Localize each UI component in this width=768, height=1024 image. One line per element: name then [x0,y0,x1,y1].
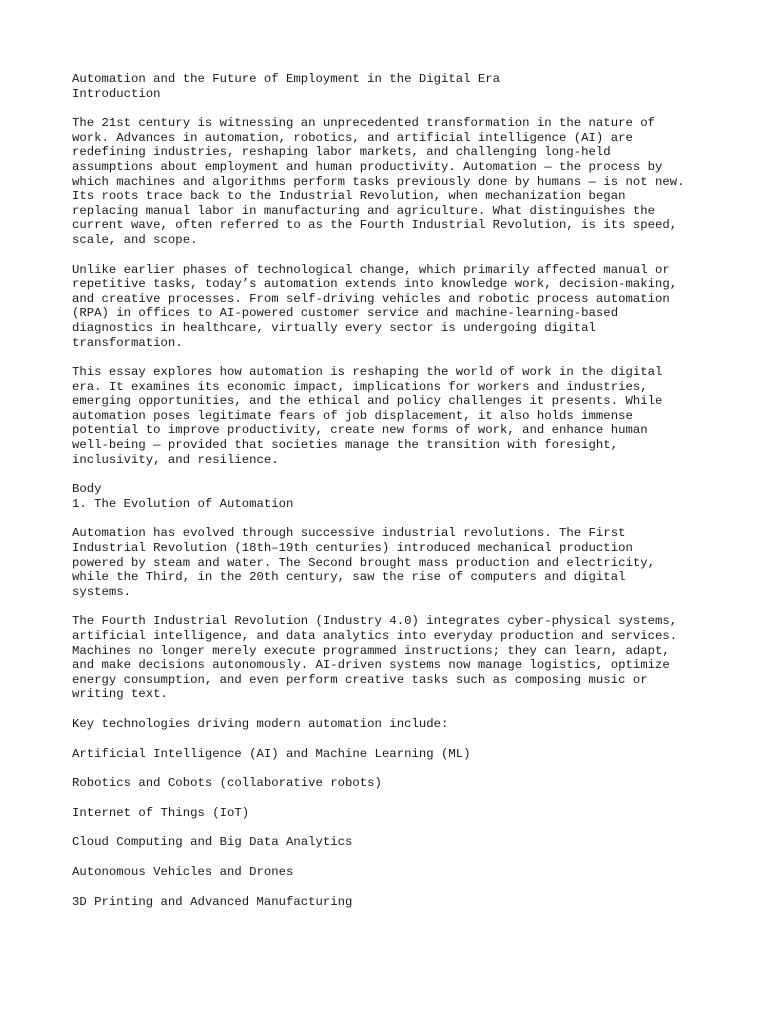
introduction-heading: Introduction [72,86,161,101]
intro-paragraph-3 [72,365,712,467]
key-technology-item: 3D Printing and Advanced Manufacturing [72,894,353,909]
key-technology-item: Robotics and Cobots (collaborative robots) [72,776,382,791]
paragraph-line: transformation. [72,335,183,350]
intro-paragraph-2 [72,263,712,351]
body-heading: Body [72,482,102,497]
key-technologies-intro: Key technologies driving modern automation include: [72,716,449,731]
paragraph-line: artificial intelligence, and data analytics into everyday production and services. [72,629,678,643]
paragraph-line: and make decisions autonomously. AI-driven systems now manage logistics, optimize [72,658,670,673]
key-technology-item: Autonomous Vehicles and Drones [72,864,294,879]
paragraph-line: era. It examines its economic impact, implications for workers and industries, [72,379,648,394]
paragraph-line: automation poses legitimate fears of job displacement, it also holds immense [72,408,633,423]
document-content [72,72,712,909]
section1-paragraph-1 [72,526,712,599]
paragraph-line: while the Third, in the 20th century, saw the rise of computers and digital [72,570,626,585]
paragraph-line: The 21st century is witnessing an unprecedented transformation in the nature of [72,116,655,131]
paragraph-line: Machines no longer merely execute programmed instructions; they can learn, adapt, [72,643,670,658]
paragraph-line: replacing manual labor in manufacturing and agriculture. What distinguishes the [72,203,655,218]
paragraph-line: potential to improve productivity, create new forms of work, and enhance human [72,423,648,438]
section1-paragraph-2 [72,614,712,702]
key-technology-item: Cloud Computing and Big Data Analytics [72,835,353,850]
key-technology-item: Internet of Things (IoT) [72,805,250,820]
intro-paragraph-1 [72,116,712,247]
paragraph-line: and creative processes. From self-driving vehicles and robotic process automation [72,291,670,306]
paragraph-line: Its roots trace back to the Industrial Revolution, when mechanization began [72,189,626,204]
paragraph-line: inclusivity, and resilience. [72,452,279,467]
section-heading: 1. The Evolution of Automation [72,496,294,511]
paragraph-line: assumptions about employment and human productivity. Automation — the process by [72,159,663,174]
paragraph-line: emerging opportunities, and the ethical and policy challenges it presents. While [72,394,663,409]
paragraph-line: repetitive tasks, today’s automation extends into knowledge work, decision-making, [72,277,678,292]
paragraph-line: powered by steam and water. The Second brought mass production and electricity, [72,555,655,570]
paragraph-line: Industrial Revolution (18th–19th centuries) introduced mechanical production [72,541,633,556]
paragraph-line: redefining industries, reshaping labor markets, and challenging long-held [72,145,611,160]
paragraph-line: energy consumption, and even perform creative tasks such as composing music or [72,672,648,687]
paragraph-line: scale, and scope. [72,232,198,247]
paragraph-line: which machines and algorithms perform tasks previously done by humans — is not new. [72,174,685,189]
paragraph-line: current wave, often referred to as the Fourth Industrial Revolution, is its speed, [72,218,678,233]
paragraph-line: writing text. [72,687,168,702]
paragraph-line: well-being — provided that societies manage the transition with foresight, [72,438,619,453]
paragraph-line: diagnostics in healthcare, virtually every sector is undergoing digital [72,320,596,335]
paragraph-line: Automation has evolved through successive industrial revolutions. The First [72,526,626,541]
paragraph-line: (RPA) in offices to AI-powered customer service and machine-learning-based [72,306,619,321]
document-title: Automation and the Future of Employment in the Digital Era [72,72,501,86]
paragraph-line: This essay explores how automation is reshaping the world of work in the digital [72,365,663,380]
paragraph-line: work. Advances in automation, robotics, and artificial intelligence (AI) are [72,130,633,145]
paragraph-line: Unlike earlier phases of technological change, which primarily affected manual or [72,262,670,277]
paragraph-line: systems. [72,584,132,599]
paragraph-line: The Fourth Industrial Revolution (Industry 4.0) integrates cyber-physical systems, [72,614,678,629]
key-technology-item: Artificial Intelligence (AI) and Machine Learning (ML) [72,746,471,761]
